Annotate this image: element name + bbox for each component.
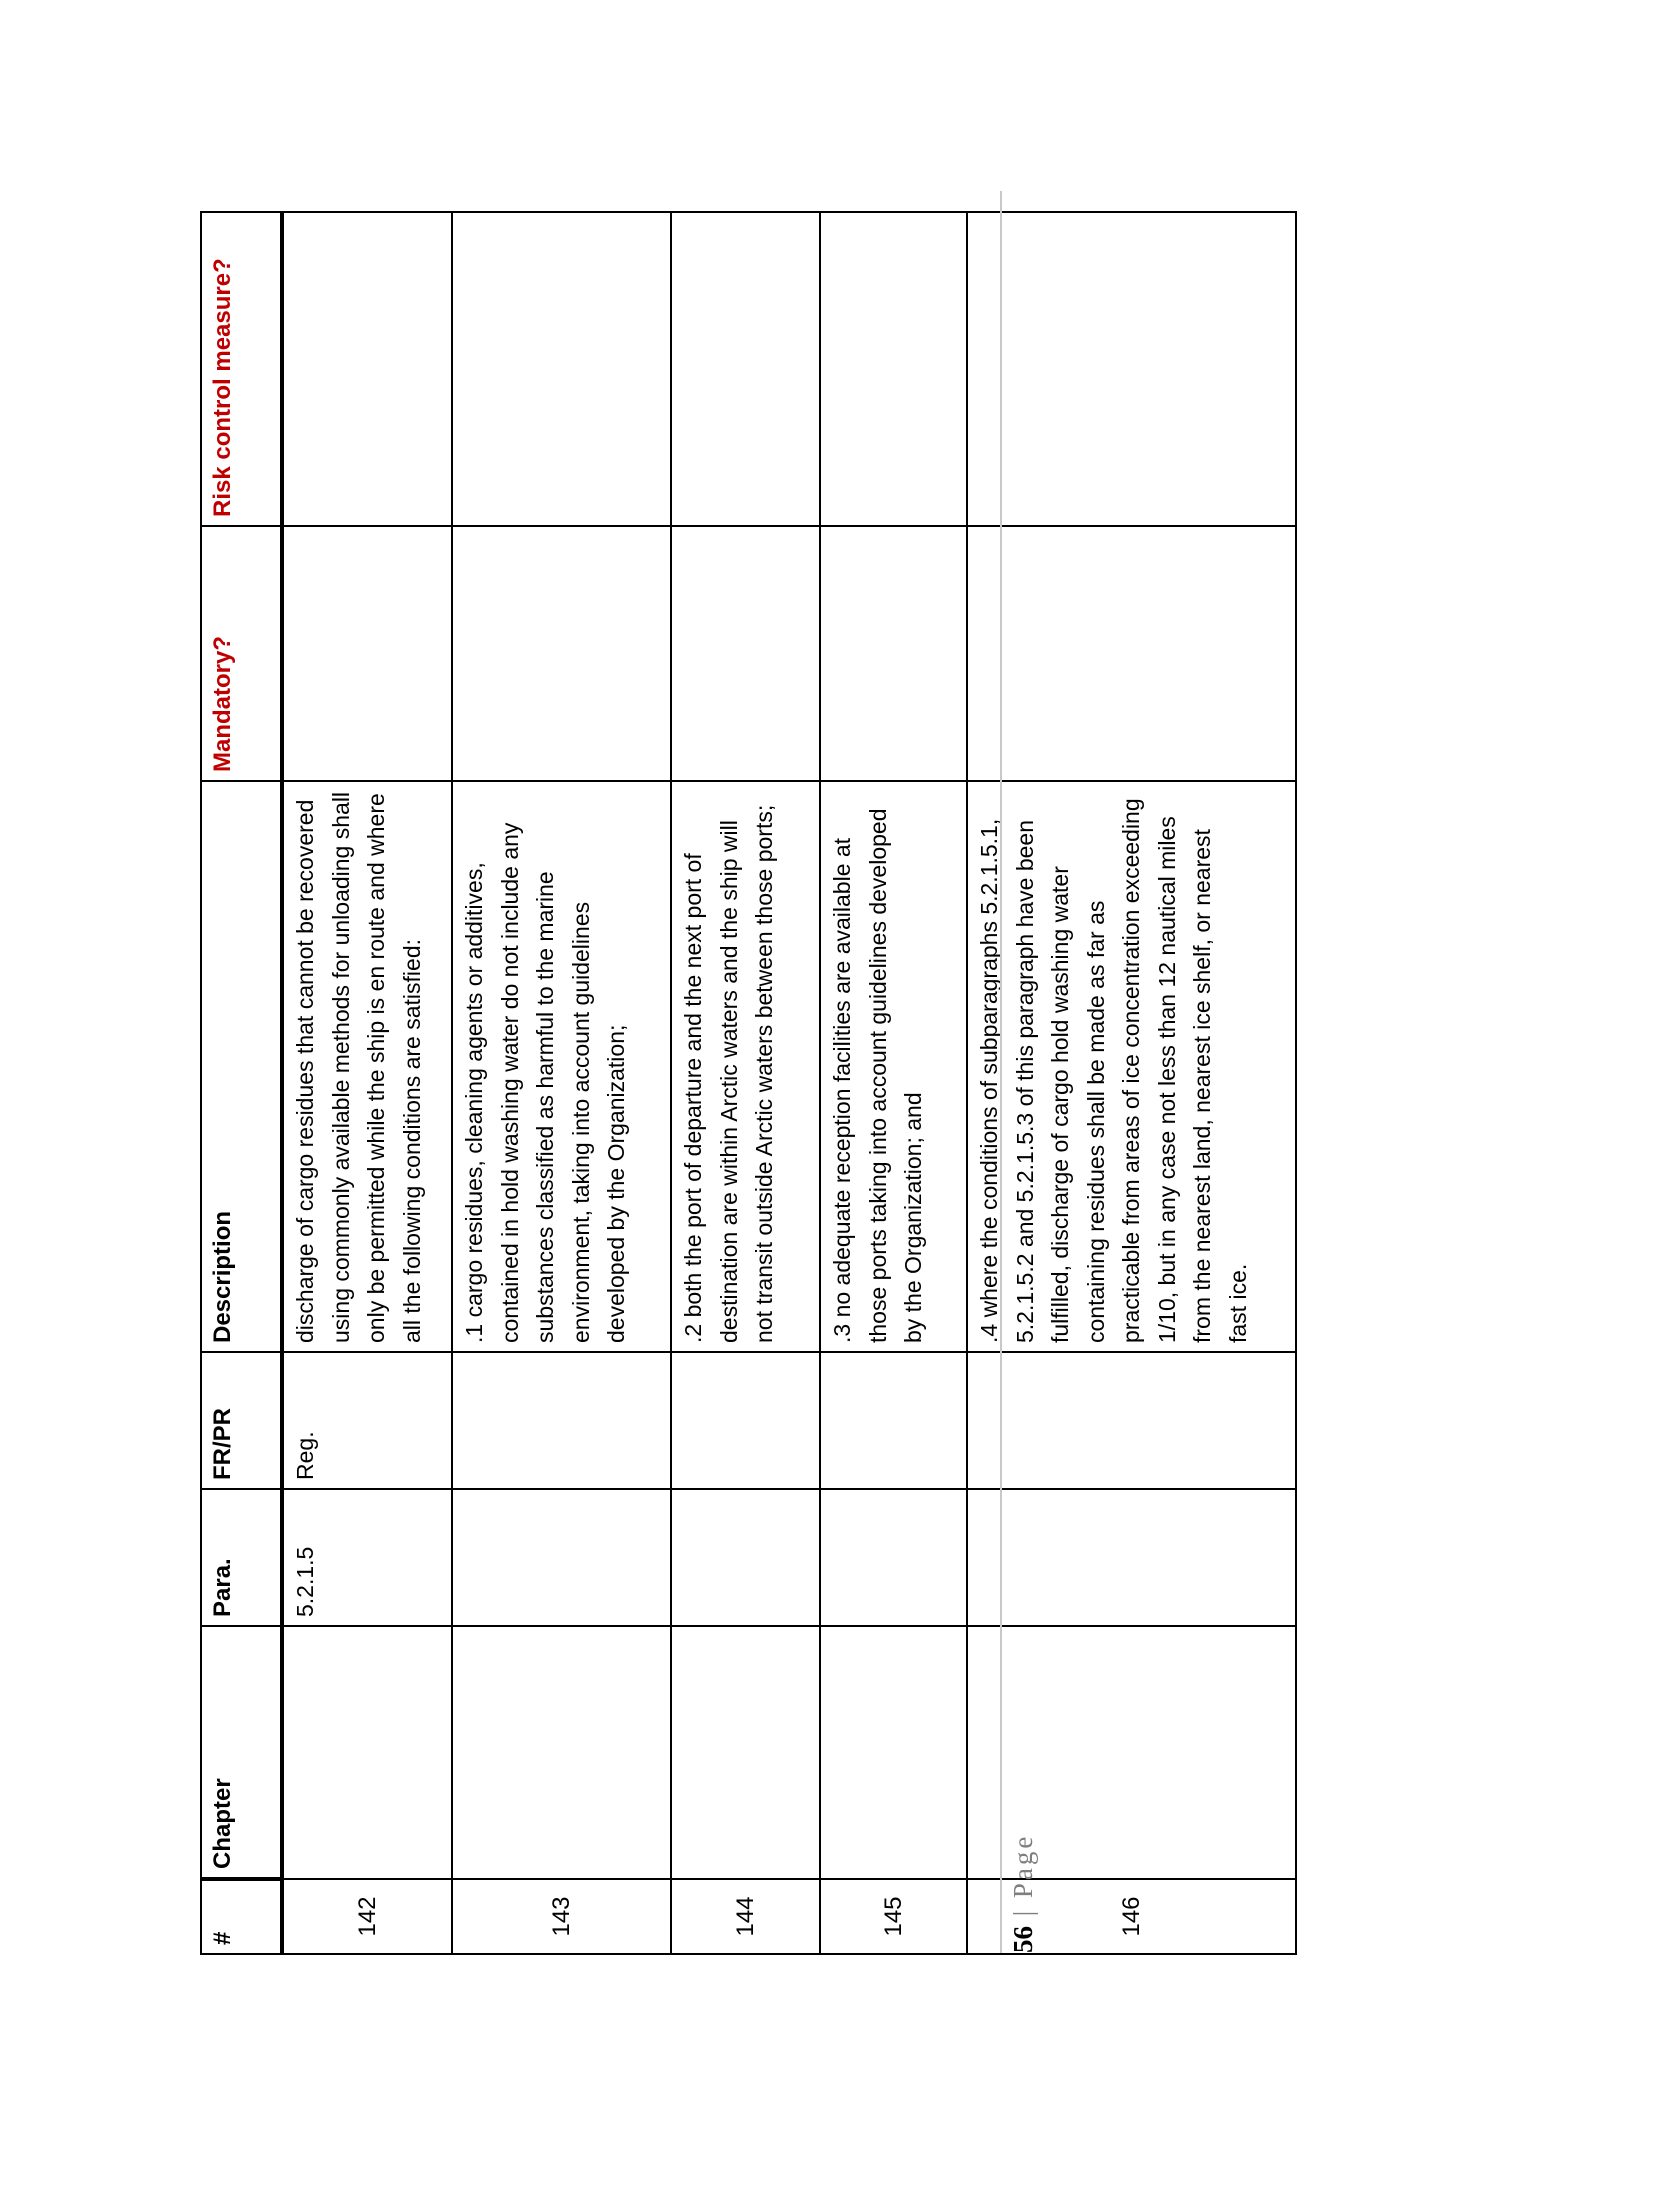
row-risk-control [452, 212, 671, 526]
page-footer [1000, 191, 1039, 1953]
row-number: 146 [967, 1879, 1296, 1954]
row-description: .2 both the port of departure and the next port of destination are within Arctic waters and the ship will not transit outside Arctic waters between those ports; [671, 781, 820, 1352]
row-frpr [671, 1352, 820, 1489]
row-chapter [452, 1626, 671, 1879]
row-risk-control [671, 212, 820, 526]
row-para [820, 1489, 967, 1626]
header-para: Para. [201, 1489, 282, 1626]
page-number: 56 [1008, 1926, 1038, 1953]
row-mandatory [282, 526, 452, 781]
row-risk-control [820, 212, 967, 526]
regulation-table [200, 211, 1297, 1955]
row-number: 143 [452, 1879, 671, 1954]
header-chapter: Chapter [201, 1626, 282, 1879]
header-number: # [201, 1879, 282, 1954]
row-para: 5.2.1.5 [282, 1489, 452, 1626]
row-frpr [452, 1352, 671, 1489]
row-chapter [282, 1626, 452, 1879]
row-description: .1 cargo residues, cleaning agents or additives, contained in hold washing water do not include any substances classified as harmful to the marine environment, taking into account guidelines developed by the Organization; [452, 781, 671, 1352]
row-number: 142 [282, 1879, 452, 1954]
row-risk-control [282, 212, 452, 526]
table-row [282, 212, 452, 1954]
row-mandatory [820, 526, 967, 781]
header-risk-control: Risk control measure? [201, 212, 282, 526]
header-description: Description [201, 781, 282, 1352]
table-row [452, 212, 671, 1954]
row-mandatory [452, 526, 671, 781]
footer-separator: | [1008, 1898, 1038, 1926]
table-row [820, 212, 967, 1954]
row-number: 144 [671, 1879, 820, 1954]
row-description: .3 no adequate reception facilities are available at those ports taking into account guidelines developed by the Organization; and [820, 781, 967, 1352]
table-row [671, 212, 820, 1954]
row-description: .4 where the conditions of subparagraphs 5.2.1.5.1, 5.2.1.5.2 and 5.2.1.5.3 of this paragraph have been fulfilled, discharge of cargo hold washing water containing residues shall be made as far as practicable from areas of ice concentration exceeding 1/10, but in any case not less than 12 nautical miles from the nearest land, nearest ice shelf, or nearest fast ice. [967, 781, 1296, 1352]
row-chapter [671, 1626, 820, 1879]
row-mandatory [671, 526, 820, 781]
row-frpr: Reg. [282, 1352, 452, 1489]
row-number: 145 [820, 1879, 967, 1954]
row-para [671, 1489, 820, 1626]
header-mandatory: Mandatory? [201, 526, 282, 781]
row-chapter [820, 1626, 967, 1879]
table-header-row [201, 212, 282, 1954]
row-para [452, 1489, 671, 1626]
header-frpr: FR/PR [201, 1352, 282, 1489]
rotated-page-content [0, 258, 1251, 2200]
row-frpr [820, 1352, 967, 1489]
row-description: discharge of cargo residues that cannot be recovered using commonly available methods for unloading shall only be permitted while the ship is en route and where all the following conditions are satisfied: [282, 781, 452, 1352]
page-label: Page [1008, 1833, 1038, 1899]
